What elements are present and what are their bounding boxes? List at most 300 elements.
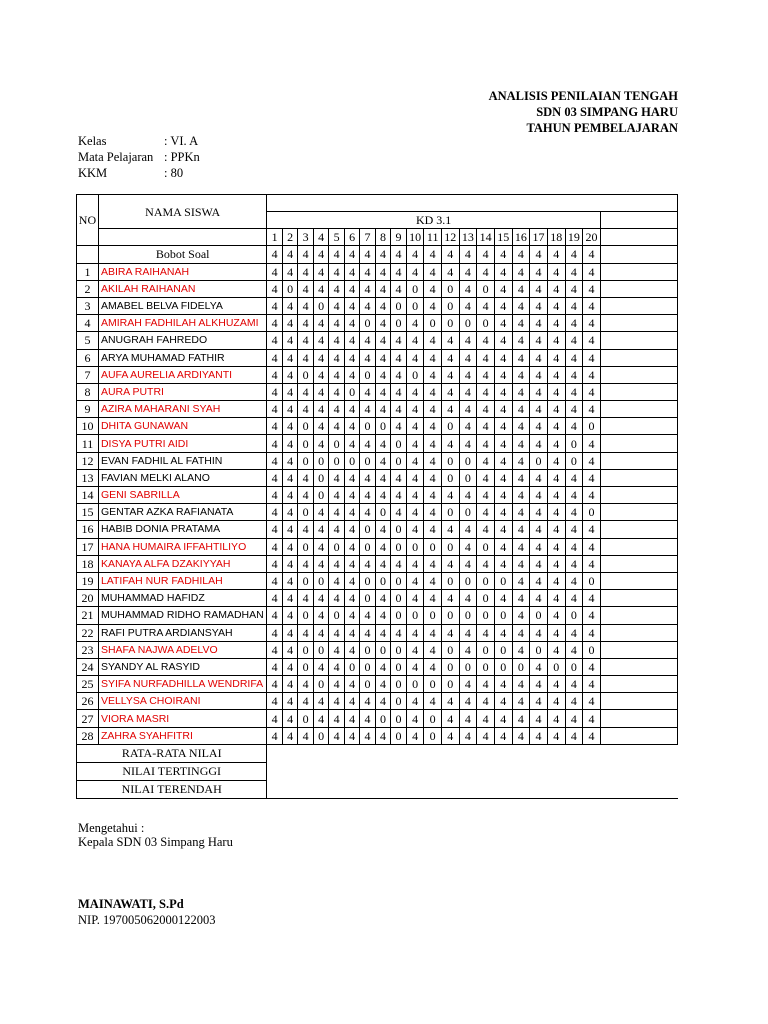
score-cell: 4 bbox=[406, 641, 424, 658]
question-number: 4 bbox=[313, 229, 328, 246]
score-cell: 4 bbox=[391, 487, 406, 504]
score-cell: 4 bbox=[565, 590, 583, 607]
student-row bbox=[77, 297, 678, 314]
score-cell: 4 bbox=[329, 469, 344, 486]
score-cell: 0 bbox=[298, 435, 313, 452]
score-cell: 4 bbox=[375, 401, 390, 418]
score-cell: 4 bbox=[512, 607, 530, 624]
score-cell: 0 bbox=[494, 658, 512, 675]
title-line-1: ANALISIS PENILAIAN TENGAH bbox=[488, 89, 678, 103]
score-cell: 4 bbox=[547, 538, 565, 555]
score-cell: 4 bbox=[282, 383, 297, 400]
score-cell: 4 bbox=[583, 315, 601, 332]
score-cell: 4 bbox=[441, 710, 459, 727]
score-cell: 4 bbox=[406, 469, 424, 486]
score-cell: 4 bbox=[512, 315, 530, 332]
score-cell: 4 bbox=[298, 676, 313, 693]
student-no: 4 bbox=[77, 315, 99, 332]
score-cell: 4 bbox=[512, 727, 530, 744]
score-cell: 4 bbox=[583, 607, 601, 624]
score-cell: 4 bbox=[530, 676, 548, 693]
score-cell: 4 bbox=[512, 590, 530, 607]
score-cell: 4 bbox=[344, 607, 359, 624]
score-cell: 4 bbox=[477, 469, 495, 486]
extra-col bbox=[600, 676, 677, 693]
score-cell: 4 bbox=[391, 280, 406, 297]
score-cell: 4 bbox=[282, 349, 297, 366]
score-cell: 4 bbox=[477, 555, 495, 572]
score-cell: 4 bbox=[313, 658, 328, 675]
student-row bbox=[77, 607, 678, 624]
score-cell: 4 bbox=[282, 401, 297, 418]
score-cell: 4 bbox=[512, 366, 530, 383]
score-cell: 4 bbox=[298, 349, 313, 366]
score-cell: 4 bbox=[344, 572, 359, 589]
score-cell: 4 bbox=[459, 280, 477, 297]
student-name: MUHAMMAD HAFIDZ bbox=[98, 590, 266, 607]
score-cell: 4 bbox=[424, 590, 442, 607]
score-cell: 4 bbox=[547, 521, 565, 538]
extra-col bbox=[600, 590, 677, 607]
score-cell: 4 bbox=[329, 555, 344, 572]
score-cell: 0 bbox=[441, 538, 459, 555]
score-cell: 4 bbox=[494, 555, 512, 572]
student-name: AUFA AURELIA ARDIYANTI bbox=[98, 366, 266, 383]
score-cell: 4 bbox=[512, 641, 530, 658]
score-cell: 0 bbox=[424, 607, 442, 624]
score-cell: 4 bbox=[360, 383, 375, 400]
score-cell: 0 bbox=[391, 297, 406, 314]
score-cell: 4 bbox=[282, 572, 297, 589]
score-cell: 4 bbox=[547, 572, 565, 589]
blank-header bbox=[267, 195, 678, 212]
score-cell: 4 bbox=[313, 401, 328, 418]
score-cell: 4 bbox=[344, 693, 359, 710]
score-cell: 4 bbox=[391, 418, 406, 435]
student-row bbox=[77, 504, 678, 521]
student-row bbox=[77, 693, 678, 710]
score-cell: 4 bbox=[344, 521, 359, 538]
score-cell: 4 bbox=[406, 332, 424, 349]
score-cell: 4 bbox=[375, 315, 390, 332]
student-no: 18 bbox=[77, 555, 99, 572]
score-cell: 4 bbox=[494, 452, 512, 469]
score-cell: 4 bbox=[298, 727, 313, 744]
score-cell: 4 bbox=[313, 263, 328, 280]
score-cell: 4 bbox=[329, 401, 344, 418]
score-cell: 0 bbox=[441, 572, 459, 589]
name-spacer bbox=[98, 229, 266, 246]
score-cell: 4 bbox=[459, 676, 477, 693]
score-cell: 4 bbox=[391, 401, 406, 418]
score-cell: 4 bbox=[267, 469, 282, 486]
score-cell: 4 bbox=[360, 624, 375, 641]
score-cell: 4 bbox=[583, 263, 601, 280]
score-cell: 4 bbox=[375, 435, 390, 452]
score-cell: 0 bbox=[391, 727, 406, 744]
mapel-label: Mata Pelajaran bbox=[78, 150, 154, 164]
score-cell: 4 bbox=[441, 349, 459, 366]
score-cell: 0 bbox=[477, 607, 495, 624]
score-cell: 4 bbox=[313, 349, 328, 366]
score-cell: 4 bbox=[494, 590, 512, 607]
score-cell: 0 bbox=[441, 469, 459, 486]
score-cell: 4 bbox=[282, 315, 297, 332]
score-cell: 4 bbox=[298, 401, 313, 418]
no-header: NO bbox=[77, 195, 99, 246]
summary-row bbox=[77, 780, 678, 798]
student-name: SHAFA NAJWA ADELVO bbox=[98, 641, 266, 658]
score-cell: 4 bbox=[360, 710, 375, 727]
score-cell: 4 bbox=[406, 263, 424, 280]
score-cell: 0 bbox=[298, 572, 313, 589]
rata-rata-label: RATA-RATA NILAI bbox=[77, 744, 267, 762]
score-cell: 4 bbox=[565, 263, 583, 280]
student-no: 8 bbox=[77, 383, 99, 400]
score-cell: 4 bbox=[459, 727, 477, 744]
score-cell: 4 bbox=[375, 469, 390, 486]
student-name: AZIRA MAHARANI SYAH bbox=[98, 401, 266, 418]
score-cell: 4 bbox=[344, 297, 359, 314]
score-cell: 4 bbox=[565, 469, 583, 486]
extra-col bbox=[600, 607, 677, 624]
score-cell: 0 bbox=[298, 607, 313, 624]
score-cell: 4 bbox=[477, 263, 495, 280]
score-cell: 4 bbox=[282, 624, 297, 641]
score-cell: 4 bbox=[424, 504, 442, 521]
summary-blank bbox=[267, 780, 678, 798]
score-cell: 4 bbox=[494, 332, 512, 349]
score-cell: 4 bbox=[406, 401, 424, 418]
question-number: 17 bbox=[530, 229, 548, 246]
score-cell: 4 bbox=[530, 504, 548, 521]
score-cell: 4 bbox=[512, 349, 530, 366]
name-header: NAMA SISWA bbox=[98, 195, 266, 229]
score-cell: 4 bbox=[344, 263, 359, 280]
score-cell: 0 bbox=[391, 641, 406, 658]
score-cell: 4 bbox=[267, 452, 282, 469]
score-cell: 4 bbox=[344, 315, 359, 332]
score-cell: 4 bbox=[512, 521, 530, 538]
student-no: 27 bbox=[77, 710, 99, 727]
score-cell: 4 bbox=[344, 710, 359, 727]
score-cell: 4 bbox=[313, 315, 328, 332]
score-cell: 0 bbox=[360, 590, 375, 607]
score-cell: 0 bbox=[494, 641, 512, 658]
bobot-value: 4 bbox=[547, 246, 565, 263]
score-cell: 4 bbox=[391, 263, 406, 280]
bobot-value: 4 bbox=[477, 246, 495, 263]
score-cell: 0 bbox=[391, 572, 406, 589]
score-cell: 4 bbox=[459, 297, 477, 314]
score-cell: 4 bbox=[375, 452, 390, 469]
score-cell: 4 bbox=[282, 641, 297, 658]
score-cell: 4 bbox=[512, 452, 530, 469]
score-cell: 0 bbox=[441, 676, 459, 693]
score-cell: 0 bbox=[406, 676, 424, 693]
extra-col bbox=[600, 418, 677, 435]
score-cell: 0 bbox=[441, 280, 459, 297]
score-cell: 4 bbox=[547, 332, 565, 349]
score-cell: 4 bbox=[424, 366, 442, 383]
question-number: 6 bbox=[344, 229, 359, 246]
score-cell: 0 bbox=[406, 297, 424, 314]
score-cell: 4 bbox=[313, 366, 328, 383]
student-no: 15 bbox=[77, 504, 99, 521]
score-cell: 0 bbox=[459, 504, 477, 521]
score-cell: 0 bbox=[477, 538, 495, 555]
score-cell: 4 bbox=[494, 504, 512, 521]
score-cell: 4 bbox=[360, 727, 375, 744]
score-cell: 0 bbox=[406, 607, 424, 624]
score-cell: 4 bbox=[565, 280, 583, 297]
score-cell: 4 bbox=[494, 366, 512, 383]
student-row bbox=[77, 658, 678, 675]
score-cell: 4 bbox=[267, 693, 282, 710]
score-cell: 0 bbox=[360, 452, 375, 469]
score-cell: 4 bbox=[282, 693, 297, 710]
score-cell: 4 bbox=[424, 263, 442, 280]
score-cell: 0 bbox=[282, 280, 297, 297]
score-cell: 4 bbox=[547, 504, 565, 521]
score-cell: 4 bbox=[512, 710, 530, 727]
score-cell: 0 bbox=[313, 452, 328, 469]
score-cell: 0 bbox=[565, 435, 583, 452]
score-cell: 4 bbox=[329, 504, 344, 521]
student-row bbox=[77, 572, 678, 589]
score-cell: 0 bbox=[494, 607, 512, 624]
score-cell: 4 bbox=[547, 418, 565, 435]
score-cell: 4 bbox=[329, 521, 344, 538]
kd-header: KD 3.1 bbox=[267, 212, 600, 229]
score-cell: 4 bbox=[530, 366, 548, 383]
score-cell: 4 bbox=[530, 315, 548, 332]
score-cell: 4 bbox=[344, 435, 359, 452]
score-cell: 4 bbox=[424, 658, 442, 675]
student-name: MUHAMMAD RIDHO RAMADHAN bbox=[98, 607, 266, 624]
score-cell: 4 bbox=[406, 727, 424, 744]
score-cell: 0 bbox=[360, 641, 375, 658]
score-cell: 4 bbox=[547, 487, 565, 504]
extra-col bbox=[600, 349, 677, 366]
score-cell: 4 bbox=[406, 435, 424, 452]
student-name: GENTAR AZKA RAFIANATA bbox=[98, 504, 266, 521]
score-cell: 4 bbox=[494, 297, 512, 314]
score-cell: 0 bbox=[459, 572, 477, 589]
score-cell: 0 bbox=[530, 641, 548, 658]
score-cell: 0 bbox=[477, 280, 495, 297]
score-cell: 4 bbox=[344, 641, 359, 658]
student-row bbox=[77, 727, 678, 744]
score-cell: 4 bbox=[406, 383, 424, 400]
score-cell: 4 bbox=[477, 297, 495, 314]
summary-row bbox=[77, 762, 678, 780]
student-name: GENI SABRILLA bbox=[98, 487, 266, 504]
score-cell: 4 bbox=[459, 383, 477, 400]
score-cell: 4 bbox=[459, 641, 477, 658]
question-number: 2 bbox=[282, 229, 297, 246]
score-cell: 4 bbox=[441, 435, 459, 452]
score-cell: 0 bbox=[441, 658, 459, 675]
signatory-name: MAINAWATI, S.Pd bbox=[78, 897, 184, 911]
question-number: 8 bbox=[375, 229, 390, 246]
score-cell: 4 bbox=[565, 641, 583, 658]
score-cell: 4 bbox=[441, 332, 459, 349]
score-cell: 4 bbox=[547, 349, 565, 366]
score-cell: 0 bbox=[298, 418, 313, 435]
score-cell: 4 bbox=[512, 435, 530, 452]
score-cell: 4 bbox=[406, 555, 424, 572]
kd-blank bbox=[600, 212, 677, 229]
score-cell: 4 bbox=[441, 727, 459, 744]
score-cell: 4 bbox=[477, 727, 495, 744]
score-cell: 0 bbox=[565, 607, 583, 624]
score-cell: 4 bbox=[267, 607, 282, 624]
score-cell: 4 bbox=[267, 658, 282, 675]
score-cell: 0 bbox=[391, 607, 406, 624]
score-cell: 4 bbox=[512, 332, 530, 349]
score-cell: 4 bbox=[313, 607, 328, 624]
score-cell: 4 bbox=[441, 487, 459, 504]
score-cell: 4 bbox=[565, 624, 583, 641]
score-cell: 4 bbox=[512, 487, 530, 504]
score-cell: 0 bbox=[329, 607, 344, 624]
score-cell: 4 bbox=[441, 521, 459, 538]
student-name: FAVIAN MELKI ALANO bbox=[98, 469, 266, 486]
score-cell: 4 bbox=[298, 521, 313, 538]
kelas-value: : VI. A bbox=[164, 134, 199, 148]
score-cell: 0 bbox=[313, 727, 328, 744]
score-cell: 4 bbox=[375, 607, 390, 624]
student-name: EVAN FADHIL AL FATHIN bbox=[98, 452, 266, 469]
score-cell: 4 bbox=[424, 487, 442, 504]
kelas-label: Kelas bbox=[78, 134, 107, 148]
score-cell: 4 bbox=[360, 349, 375, 366]
score-cell: 4 bbox=[406, 504, 424, 521]
score-cell: 4 bbox=[282, 297, 297, 314]
extra-col bbox=[600, 572, 677, 589]
score-cell: 4 bbox=[494, 727, 512, 744]
score-cell: 4 bbox=[424, 624, 442, 641]
nilai-terendah-label: NILAI TERENDAH bbox=[77, 780, 267, 798]
score-cell: 4 bbox=[375, 280, 390, 297]
student-row bbox=[77, 315, 678, 332]
score-cell: 0 bbox=[391, 452, 406, 469]
score-cell: 4 bbox=[530, 469, 548, 486]
kepala-text: Kepala SDN 03 Simpang Haru bbox=[78, 835, 233, 849]
score-cell: 4 bbox=[329, 349, 344, 366]
score-cell: 4 bbox=[583, 332, 601, 349]
score-cell: 0 bbox=[459, 315, 477, 332]
student-row bbox=[77, 521, 678, 538]
kkm-value: : 80 bbox=[164, 166, 184, 180]
score-cell: 4 bbox=[494, 487, 512, 504]
score-cell: 4 bbox=[391, 366, 406, 383]
extra-col bbox=[600, 435, 677, 452]
student-row bbox=[77, 263, 678, 280]
student-name: SYIFA NURFADHILLA WENDRIFA bbox=[98, 676, 266, 693]
score-cell: 4 bbox=[424, 383, 442, 400]
score-cell: 0 bbox=[477, 658, 495, 675]
score-cell: 4 bbox=[530, 590, 548, 607]
score-cell: 4 bbox=[329, 280, 344, 297]
extra-col bbox=[600, 229, 677, 246]
score-cell: 4 bbox=[298, 315, 313, 332]
extra-col bbox=[600, 487, 677, 504]
score-cell: 4 bbox=[565, 572, 583, 589]
score-cell: 0 bbox=[441, 452, 459, 469]
bobot-value: 4 bbox=[459, 246, 477, 263]
score-cell: 4 bbox=[360, 693, 375, 710]
score-cell: 4 bbox=[313, 555, 328, 572]
extra-col bbox=[600, 624, 677, 641]
score-cell: 4 bbox=[391, 555, 406, 572]
score-cell: 4 bbox=[547, 590, 565, 607]
student-no: 3 bbox=[77, 297, 99, 314]
score-cell: 4 bbox=[282, 504, 297, 521]
score-cell: 0 bbox=[375, 641, 390, 658]
score-cell: 0 bbox=[459, 607, 477, 624]
score-cell: 4 bbox=[583, 676, 601, 693]
score-cell: 4 bbox=[441, 624, 459, 641]
score-cell: 4 bbox=[547, 315, 565, 332]
score-cell: 0 bbox=[391, 521, 406, 538]
score-cell: 4 bbox=[565, 366, 583, 383]
score-cell: 4 bbox=[298, 469, 313, 486]
score-cell: 4 bbox=[282, 607, 297, 624]
score-cell: 4 bbox=[583, 280, 601, 297]
score-cell: 4 bbox=[406, 521, 424, 538]
score-cell: 0 bbox=[424, 710, 442, 727]
extra-col bbox=[600, 555, 677, 572]
student-name: SYANDY AL RASYID bbox=[98, 658, 266, 675]
score-cell: 4 bbox=[406, 658, 424, 675]
score-cell: 0 bbox=[298, 658, 313, 675]
extra-col bbox=[600, 521, 677, 538]
score-cell: 0 bbox=[313, 297, 328, 314]
student-row bbox=[77, 435, 678, 452]
student-no: 24 bbox=[77, 658, 99, 675]
score-cell: 0 bbox=[313, 469, 328, 486]
student-name: AKILAH RAIHANAN bbox=[98, 280, 266, 297]
score-cell: 4 bbox=[344, 727, 359, 744]
extra-col bbox=[600, 658, 677, 675]
score-cell: 4 bbox=[477, 521, 495, 538]
score-cell: 4 bbox=[360, 435, 375, 452]
score-cell: 4 bbox=[583, 469, 601, 486]
score-cell: 4 bbox=[494, 418, 512, 435]
student-row bbox=[77, 383, 678, 400]
question-number: 18 bbox=[547, 229, 565, 246]
student-name: AURA PUTRI bbox=[98, 383, 266, 400]
score-cell: 4 bbox=[565, 332, 583, 349]
question-number: 15 bbox=[494, 229, 512, 246]
score-cell: 4 bbox=[512, 280, 530, 297]
score-cell: 4 bbox=[329, 710, 344, 727]
bobot-value: 4 bbox=[329, 246, 344, 263]
score-cell: 4 bbox=[267, 676, 282, 693]
score-cell: 4 bbox=[477, 676, 495, 693]
score-cell: 4 bbox=[267, 504, 282, 521]
score-cell: 4 bbox=[583, 521, 601, 538]
score-cell: 4 bbox=[344, 418, 359, 435]
score-cell: 4 bbox=[267, 280, 282, 297]
question-number: 14 bbox=[477, 229, 495, 246]
score-cell: 4 bbox=[583, 710, 601, 727]
score-cell: 4 bbox=[344, 590, 359, 607]
question-number: 1 bbox=[267, 229, 282, 246]
score-cell: 0 bbox=[583, 572, 601, 589]
